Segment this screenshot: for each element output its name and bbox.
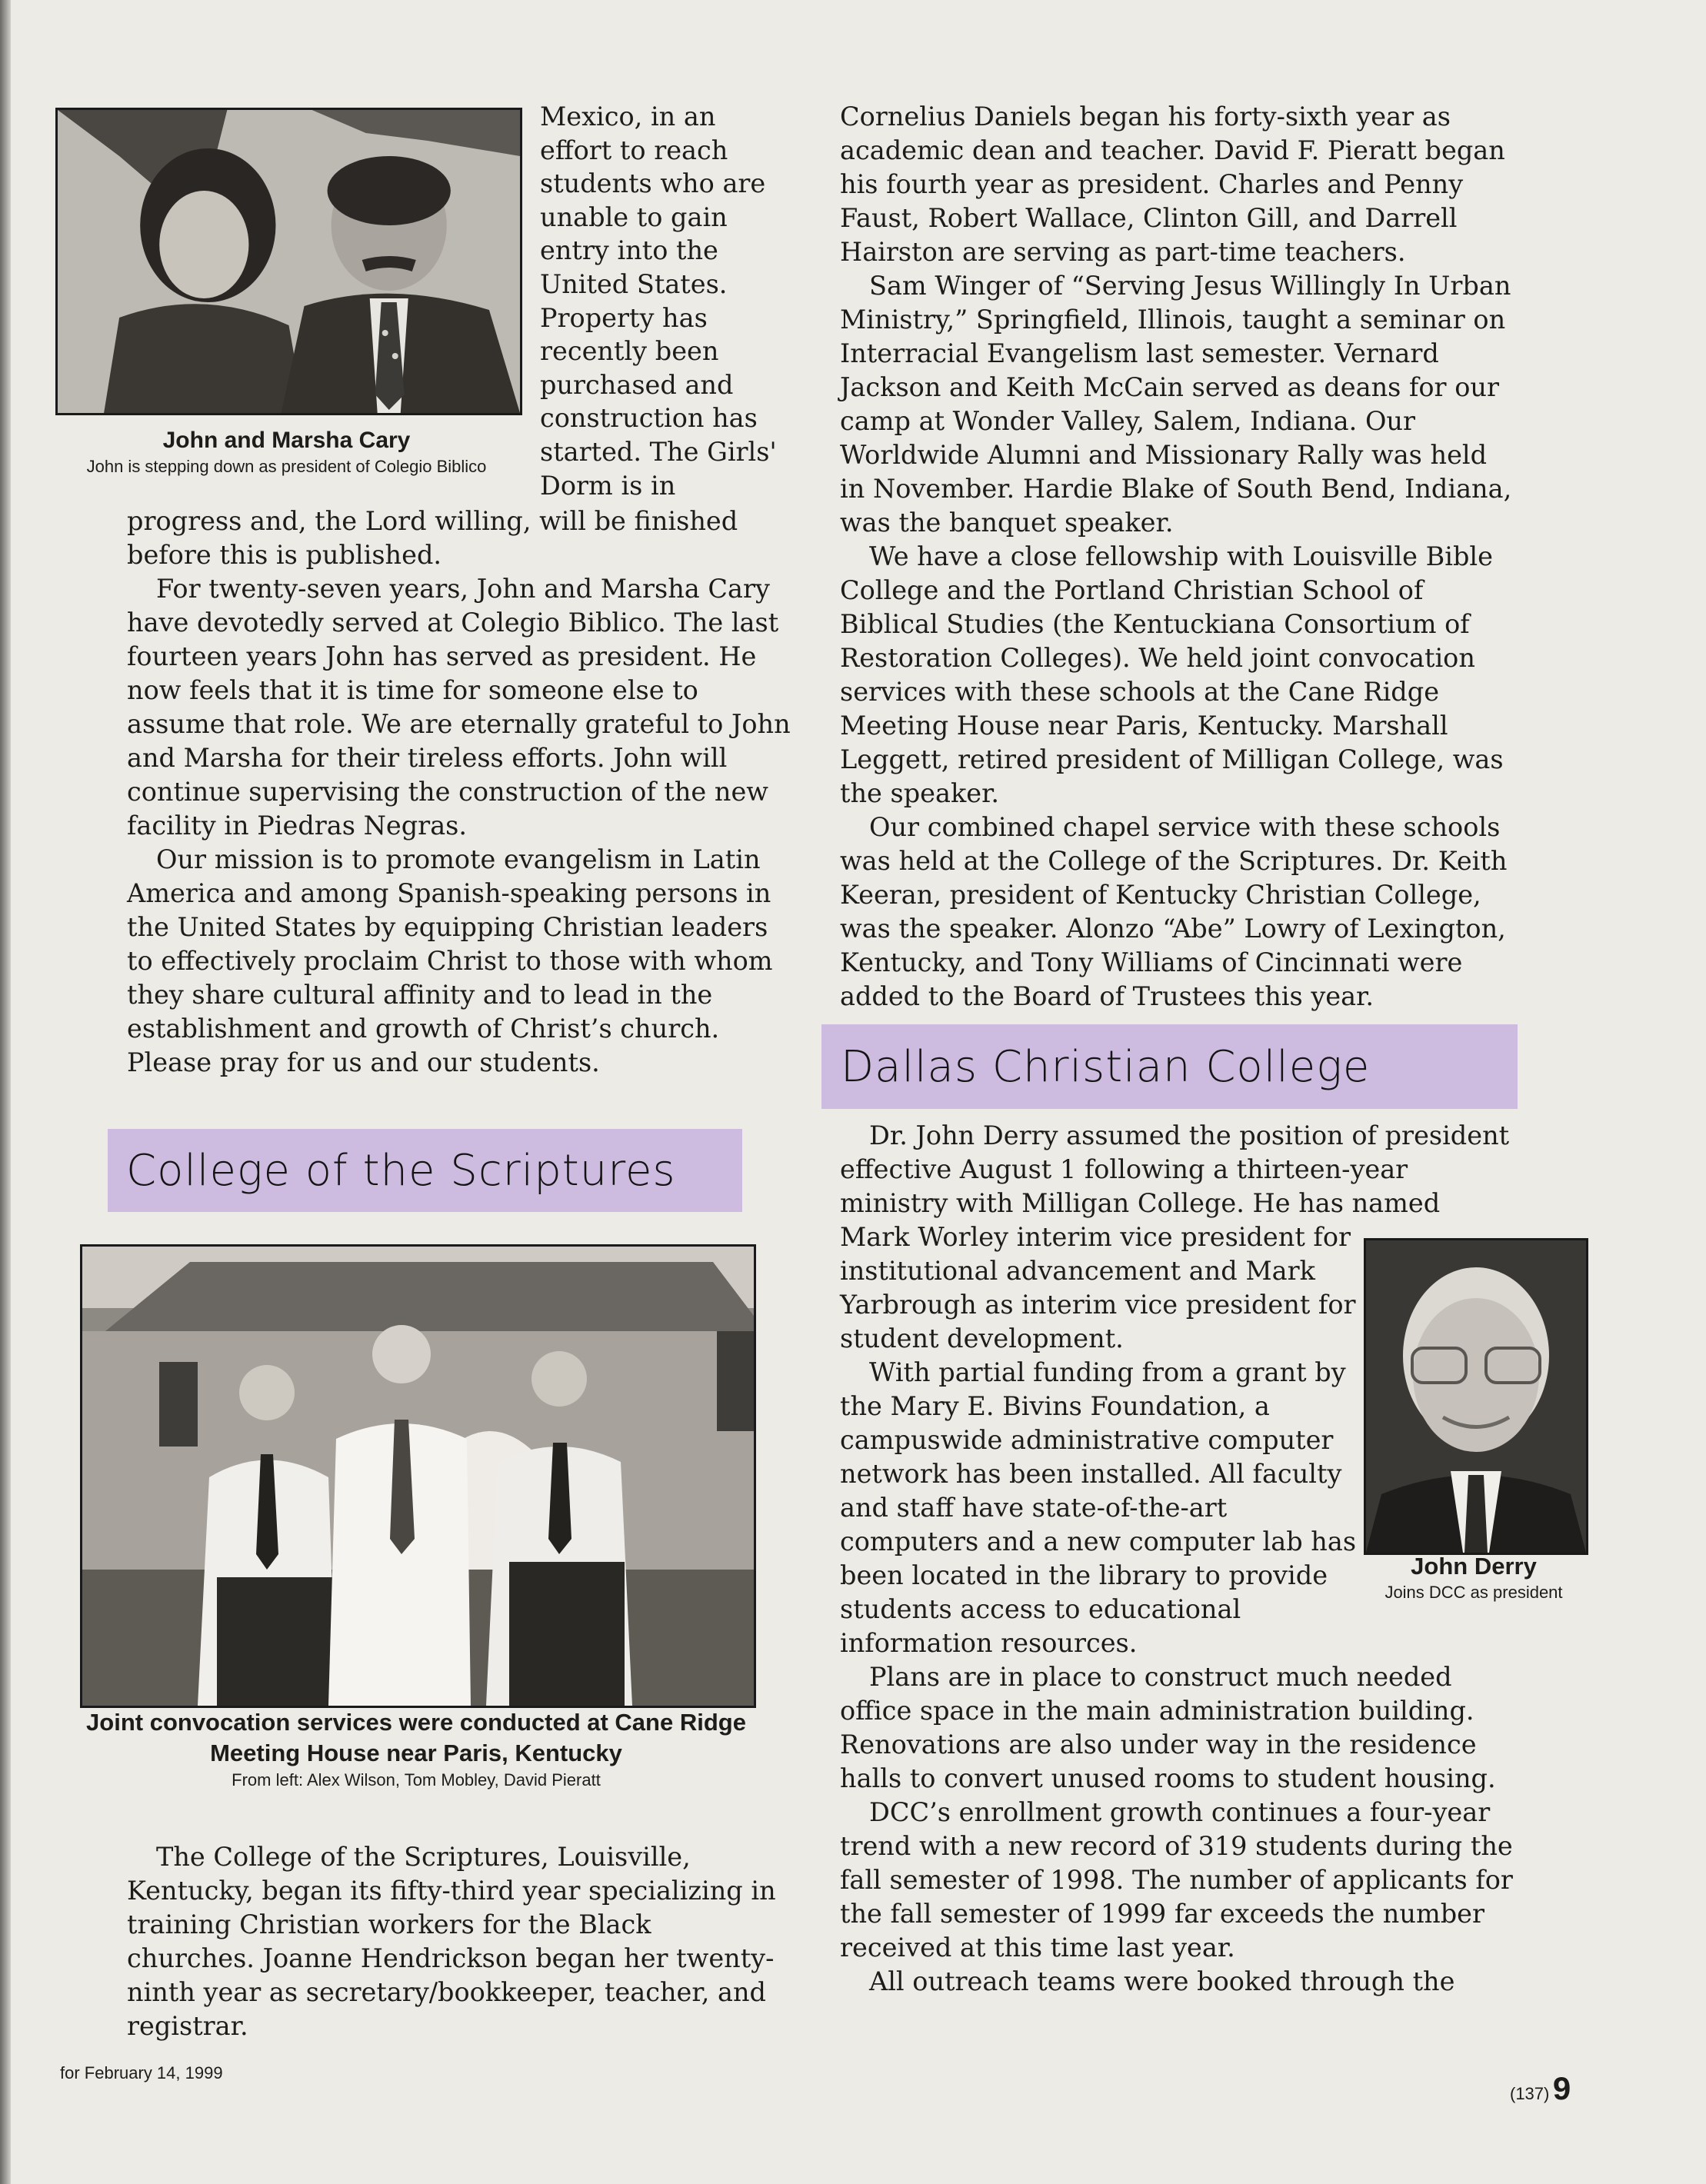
scriptures-body [127, 1840, 785, 2043]
footer-issue-date: for February 14, 1999 [60, 2063, 223, 2082]
dallas-wrap-p2 [840, 1356, 1363, 1660]
col2-body [840, 100, 1517, 1014]
wrap-line: construction has [540, 403, 758, 434]
paragraph: For twenty-seven years, John and Marsha Cary have devotedly served at Colegio Biblico. The last fourteen years John has served as president. He now feels that it is time for someone else to assume that role. We are eternally grateful to John and Marsha for their tireless efforts. John will continue supervising the construction of the new facility in Piedras Negras. [127, 574, 791, 841]
cary-photo [55, 108, 522, 415]
john-derry-caption [1358, 1552, 1590, 1604]
wrap-line: With partial funding from a grant by [869, 1357, 1346, 1387]
section-heading-scriptures [108, 1129, 742, 1212]
caption-subtitle: Joins DCC as president [1384, 1583, 1563, 1602]
wrap-line: computers and a new computer lab has [840, 1526, 1357, 1556]
paragraph: Sam Winger of “Serving Jesus Willingly In Urban Ministry,” Springfield, Illinois, taught a seminar on Interracial Evangelism last semester. Vernard Jackson and Keith McCain served as deans for our camp at Wonder Valley, Salem, Indiana. Our Worldwide Alumni and Missionary Rally was held in November. Hardie Blake of South Bend, Indiana, was the banquet speaker. [840, 271, 1512, 538]
cane-ridge-caption [85, 1707, 748, 1792]
wrap-line: entry into the [540, 235, 718, 266]
wrap-line: Dr. John Derry assumed the position of president [869, 1120, 1510, 1150]
wrap-line: student development. [840, 1323, 1124, 1353]
wrap-line: information resources. [840, 1628, 1138, 1658]
john-derry-photo [1364, 1238, 1588, 1555]
paragraph: All outreach teams were booked through the [869, 1966, 1455, 1996]
wrap-line: ministry with Milligan College. He has named [840, 1188, 1441, 1218]
cane-ridge-photo [80, 1244, 756, 1708]
paragraph: Our combined chapel service with these schools was held at the College of the Scriptures. Dr. Keith Keeran, president of Kentucky Christian College, was the speaker. Alonzo “Abe” Lowry of Lexington, Kentucky, and Tony Williams of Cincinnati were added to the Board of Trustees this year. [840, 812, 1508, 1011]
section-heading-dallas [821, 1024, 1518, 1109]
caption-title: Joint convocation services were conducted at Cane Ridge Meeting House near Paris, Kentucky [86, 1709, 746, 1766]
wrap-line: Mark Worley interim vice president for [840, 1222, 1351, 1252]
section-heading-text: Dallas Christian College [841, 1041, 1371, 1092]
wrap-line: Mexico, in an [540, 102, 716, 132]
caption-subtitle: From left: Alex Wilson, Tom Mobley, David Pieratt [232, 1770, 601, 1789]
wrap-line: the Mary E. Bivins Foundation, a [840, 1391, 1270, 1421]
wrap-line: and staff have state-of-the-art [840, 1493, 1228, 1523]
wrap-line: effort to reach [540, 135, 728, 165]
wrap-line: students access to educational [840, 1594, 1241, 1624]
col1-wrap-text [540, 100, 801, 502]
page-ref: (137) [1510, 2084, 1550, 2103]
wrap-line: campuswide administrative computer [840, 1425, 1334, 1455]
wrap-line: recently been [540, 336, 719, 367]
wrap-line: Yarbrough as interim vice president for [840, 1290, 1356, 1320]
wrap-line: Property has [540, 302, 708, 333]
wrap-line: network has been installed. All faculty [840, 1459, 1342, 1489]
wrap-line: institutional advancement and Mark [840, 1256, 1315, 1286]
caption-subtitle: John is stepping down as president of Colegio Biblico [86, 457, 487, 476]
caption-title: John Derry [1411, 1553, 1537, 1580]
wrap-line: effective August 1 following a thirteen-year [840, 1154, 1408, 1184]
page-num: 9 [1552, 2070, 1571, 2106]
paragraph: Cornelius Daniels began his forty-sixth year as academic dean and teacher. David F. Pieratt began his fourth year as president. Charles and Penny Faust, Robert Wallace, Clinton Gill, and Darrell Hairston are serving as part-time teachers. [840, 102, 1505, 267]
wrap-line: started. The Girls' [540, 436, 777, 467]
wrap-line: unable to gain [540, 201, 728, 232]
paragraph: Plans are in place to construct much needed office space in the main administration building. Renovations are also under way in the residence halls to convert unused rooms to student housing. [840, 1662, 1496, 1793]
paragraph: progress and, the Lord willing, will be finished before this is published. [127, 506, 738, 570]
cary-photo-caption [55, 426, 518, 478]
wrap-line: Dorm is in [540, 470, 676, 501]
wrap-line: United States. [540, 268, 728, 299]
col1-body [127, 504, 792, 1080]
caption-title: John and Marsha Cary [162, 428, 411, 453]
wrap-line: students who are [540, 168, 766, 199]
page-binding-shadow [0, 0, 11, 2184]
paragraph: The College of the Scriptures, Louisville, Kentucky, began its fifty-third year specializing in training Christian workers for the Black churches. Joanne Hendrickson began her twenty-ninth year as secretary/bookkeeper, teacher, and registrar. [127, 1842, 776, 2041]
paragraph: DCC’s enrollment growth continues a four-year trend with a new record of 319 students during the fall semester of 1998. The number of applicants for the fall semester of 1999 far exceeds the number received at this time last year. [840, 1797, 1513, 1963]
footer-page-number [1510, 2070, 1571, 2107]
wrap-line: purchased and [540, 369, 734, 400]
paragraph: Our mission is to promote evangelism in Latin America and among Spanish-speaking persons in the United States by equipping Christian leaders to effectively proclaim Christ to those with whom they share cultural affinity and to lead in the establishment and growth of Christ’s church. Please pray for us and our students. [127, 844, 773, 1077]
wrap-line: been located in the library to provide [840, 1560, 1328, 1590]
section-heading-text: College of the Scriptures [126, 1145, 676, 1196]
paragraph: We have a close fellowship with Louisville Bible College and the Portland Christian School of Biblical Studies (the Kentuckiana Consortium of Restoration Colleges). We held joint convocation services with these schools at the Cane Ridge Meeting House near Paris, Kentucky. Marshall Leggett, retired president of Milligan College, was the speaker. [840, 541, 1504, 808]
dallas-body [840, 1660, 1517, 1999]
